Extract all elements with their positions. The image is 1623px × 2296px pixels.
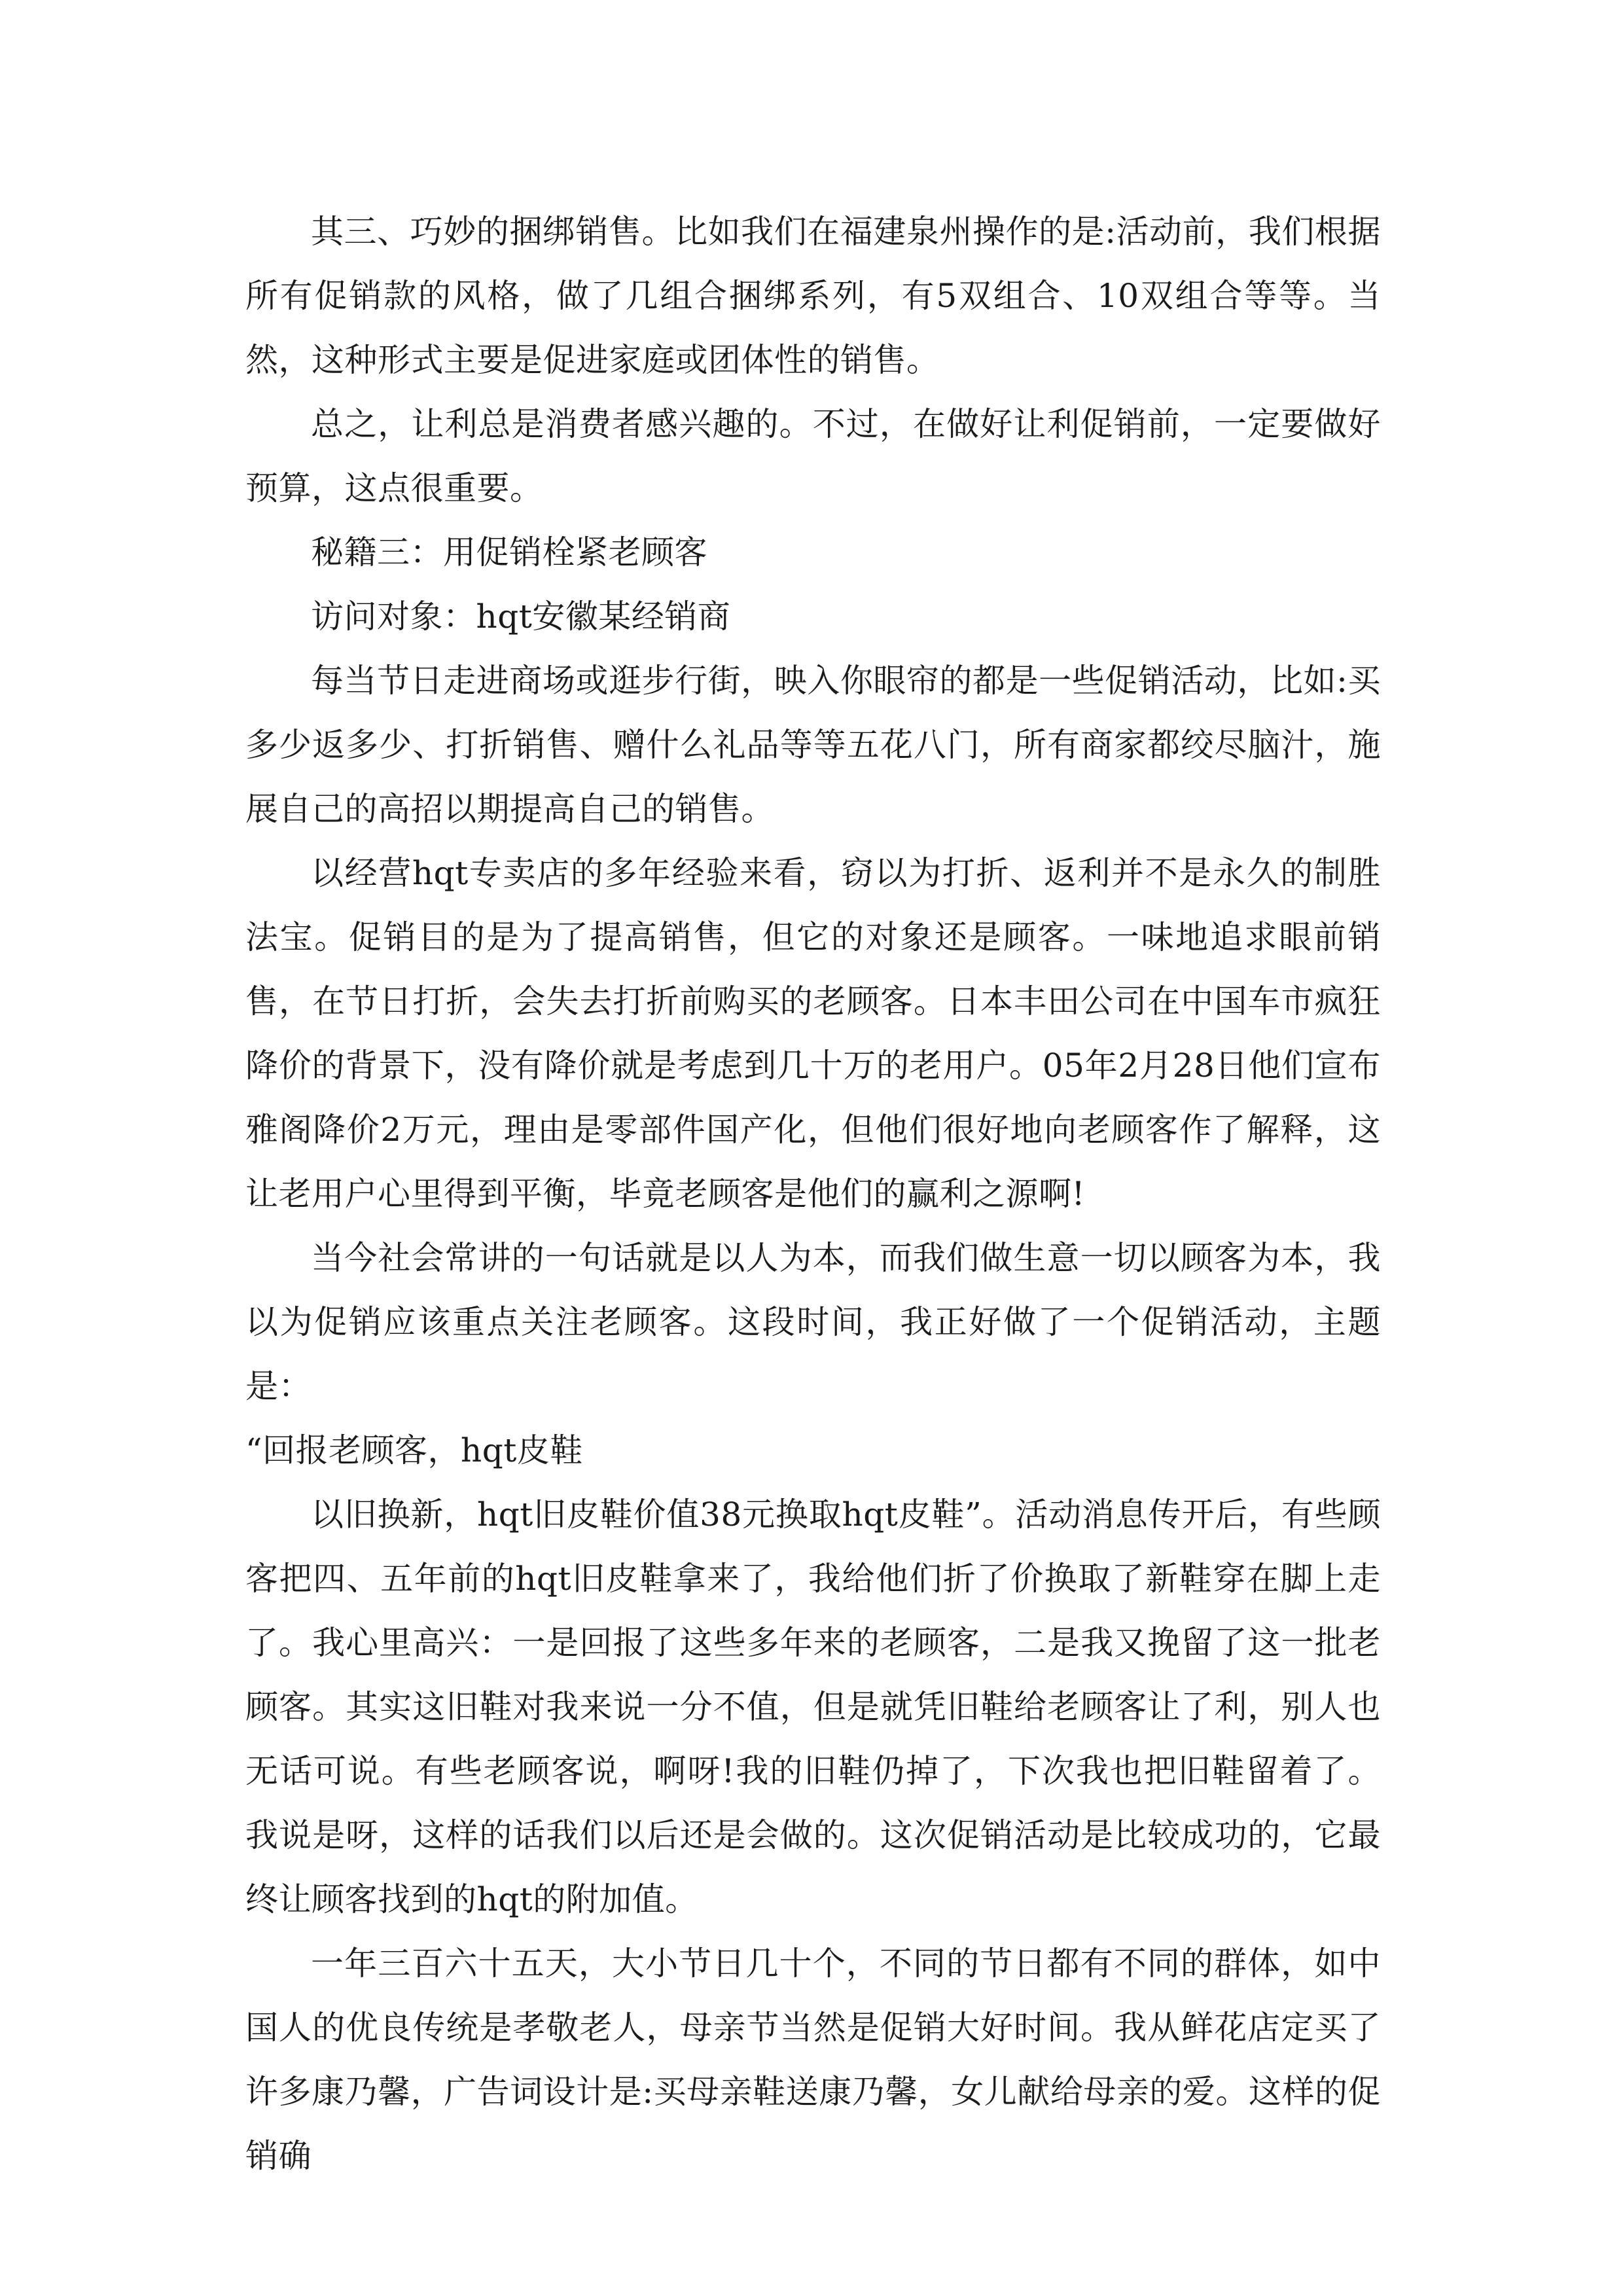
paragraph-holiday-promotions: 每当节日走进商场或逛步行街，映入你眼帘的都是一些促销活动，比如:买多少返多少、打折销售、赠什么礼品等等五花八门，所有商家都绞尽脑汁，施展自己的高招以期提高自己的销售。 [245, 662, 1381, 828]
paragraph-campaign-theme: “回报老顾客，hqt皮鞋 [245, 1431, 583, 1469]
paragraph-customer-first: 当今社会常讲的一句话就是以人为本，而我们做生意一切以顾客为本，我以为促销应该重点关注老顾客。这段时间，我正好做了一个促销活动，主题是： [245, 1239, 1381, 1405]
paragraph-mothers-day: 一年三百六十五天，大小节日几十个，不同的节日都有不同的群体，如中国人的优良传统是孝敬老人，母亲节当然是促销大好时间。我从鲜花店定买了许多康乃馨，广告词设计是:买母亲鞋送康乃馨，女儿献给母亲的爱。这样的促销确 [245, 1945, 1381, 2175]
paragraph-bundled-sales: 其三、巧妙的捆绑销售。比如我们在福建泉州操作的是:活动前，我们根据所有促销款的风格，做了几组合捆绑系列，有5双组合、10双组合等等。当然，这种形式主要是促进家庭或团体性的销售。 [245, 213, 1381, 379]
paragraph-summary: 总之，让利总是消费者感兴趣的。不过，在做好让利促销前，一定要做好预算，这点很重要。 [245, 405, 1381, 507]
paragraph-trade-in: 以旧换新，hqt旧皮鞋价值38元换取hqt皮鞋”。活动消息传开后，有些顾客把四、五年前的hqt旧皮鞋拿来了，我给他们折了价换取了新鞋穿在脚上走了。我心里高兴：一是回报了这些多年来的老顾客，二是我又挽留了这一批老顾客。其实这旧鞋对我来说一分不值，但是就凭旧鞋给老顾客让了利，别人也无话可说。有些老顾客说，啊呀!我的旧鞋仍掉了，下次我也把旧鞋留着了。我说是呀，这样的话我们以后还是会做的。这次促销活动是比较成功的，它最终让顾客找到的hqt的附加值。 [245, 1496, 1381, 1918]
section-heading-tip-three: 秘籍三：用促销栓紧老顾客 [311, 533, 707, 571]
document-body [245, 200, 1381, 2188]
interviewee-line: 访问对象：hqt安徽某经销商 [311, 598, 731, 636]
paragraph-discount-experience: 以经营hqt专卖店的多年经验来看，窃以为打折、返利并不是永久的制胜法宝。促销目的是为了提高销售，但它的对象还是顾客。一味地追求眼前销售，在节日打折，会失去打折前购买的老顾客。日本丰田公司在中国车市疯狂降价的背景下，没有降价就是考虑到几十万的老用户。05年2月28日他们宣布雅阁降价2万元，理由是零部件国产化，但他们很好地向老顾客作了解释，这让老用户心里得到平衡，毕竟老顾客是他们的赢利之源啊! [245, 854, 1381, 1213]
